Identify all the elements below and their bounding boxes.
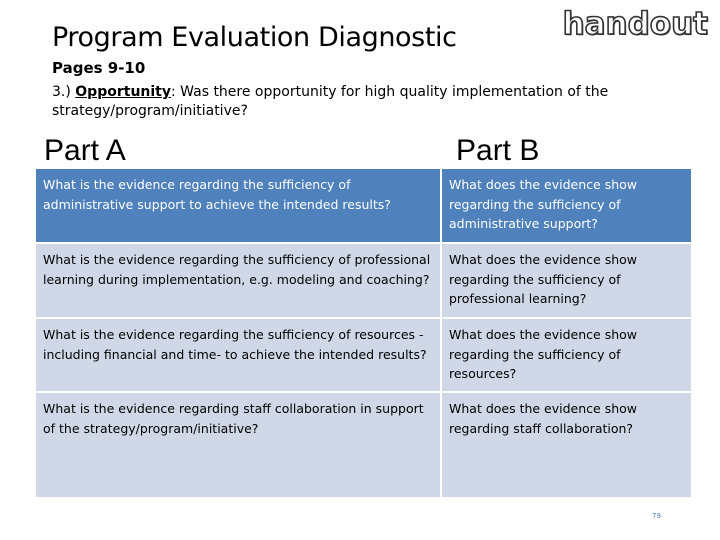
table-header-row: [35, 168, 692, 243]
table-row: [35, 243, 692, 318]
page-range: Pages 9-10: [52, 59, 146, 77]
table-cell-part-a: What is the evidence regarding the sufficiency of resources -including financial and time- to achieve the intended results?: [35, 318, 441, 392]
table-cell-part-a: What is the evidence regarding the sufficiency of professional learning during implementation, e.g. modeling and coaching?: [35, 243, 441, 318]
part-b-label: Part B: [456, 134, 540, 167]
table-cell-part-b: What does the evidence show regarding the sufficiency of professional learning?: [441, 243, 692, 318]
question-number: 3.): [52, 84, 76, 100]
evidence-table: [34, 167, 693, 499]
header-cell-part-a: What is the evidence regarding the sufficiency of administrative support to achieve the intended results?: [35, 168, 441, 243]
table-row: [35, 392, 692, 498]
question-body: : Was there opportunity for high quality implementation of the strategy/program/initiative?: [52, 84, 609, 119]
part-a-label: Part A: [44, 134, 126, 167]
question-text: [52, 83, 672, 121]
table-cell-part-b: What does the evidence show regarding staff collaboration?: [441, 392, 692, 498]
page-title: Program Evaluation Diagnostic: [52, 22, 457, 53]
page-number: 79: [652, 512, 661, 520]
table-cell-part-a: What is the evidence regarding staff collaboration in support of the strategy/program/initiative?: [35, 392, 441, 498]
handout-badge: handout: [562, 6, 708, 42]
header-cell-part-b: What does the evidence show regarding the sufficiency of administrative support?: [441, 168, 692, 243]
table-row: [35, 318, 692, 392]
table-cell-part-b: What does the evidence show regarding the sufficiency of resources?: [441, 318, 692, 392]
question-term: Opportunity: [75, 84, 171, 100]
